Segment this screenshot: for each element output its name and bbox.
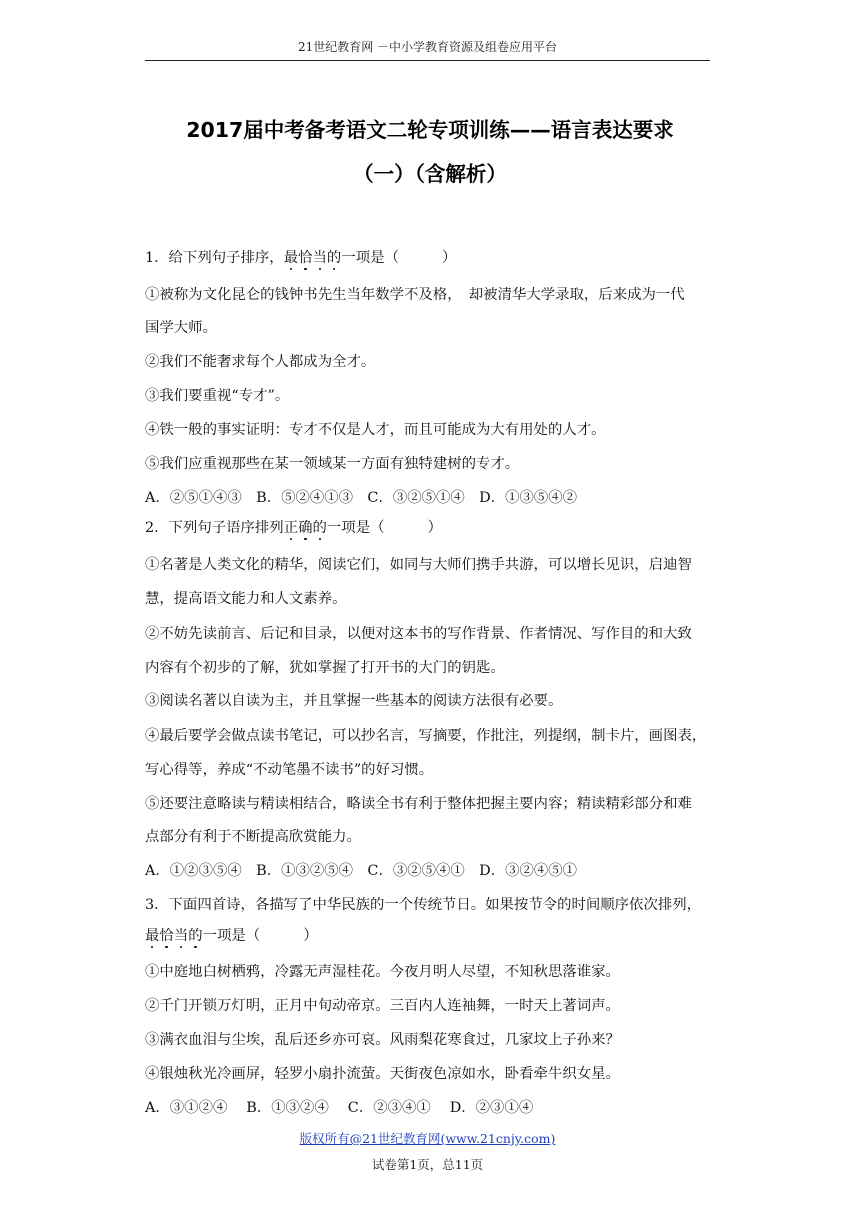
question-2-options: A．①②③⑤④ B．①③②⑤④ C．③②⑤④① D．③②④⑤①	[145, 863, 578, 879]
emphasized-char: 最	[145, 928, 160, 944]
question-2-item: 内容有个初步的了解，犹如掌握了打开书的大门的钥匙。	[145, 660, 505, 676]
emphasized-char: 当	[312, 250, 327, 266]
document-subtitle: （一）（含解析）	[353, 162, 507, 186]
emphasized-char: 的	[326, 250, 342, 266]
question-2-item: 慧，提高语文能力和人文素养。	[145, 591, 347, 607]
question-1-item: ⑤我们应重视那些在某一领域某一方面有独特建树的专才。	[145, 456, 520, 472]
question-2-item: ③阅读名著以自读为主，并且掌握一些基本的阅读方法很有必要。	[145, 693, 563, 709]
emphasized-char: 的	[312, 520, 327, 536]
emphasis-dots	[284, 250, 342, 266]
question-1-stem: 1．给下列句子排序，最恰当的一项是（ ）	[145, 250, 457, 266]
header-site: 21世纪教育网	[297, 40, 374, 54]
emphasized-char: 恰	[159, 928, 174, 944]
question-3-item: ①中庭地白树栖鸦，冷露无声湿桂花。今夜月明人尽望，不知秋思落谁家。	[145, 964, 620, 980]
emphasized-char: 恰	[298, 250, 313, 266]
question-2-item: ②不妨先读前言、后记和目录，以便对这本书的写作背景、作者情况、写作目的和大致	[145, 626, 692, 642]
question-3-item: ②千门开锁万灯明，正月中旬动帝京。三百内人连袖舞，一时天上著词声。	[145, 998, 620, 1014]
question-2-stem: 2．下列句子语序排列正确的一项是（ ）	[145, 520, 443, 536]
question-2-item: ④最后要学会做点读书笔记，可以抄名言，写摘要，作批注，列提纲，制卡片，画图表，	[145, 728, 707, 744]
question-1-options: A．②⑤①④③ B．⑤②④①③ C．③②⑤①④ D．①③⑤④②	[145, 490, 578, 506]
question-3-options: A．③①②④ B．①③②④ C．②③④① D．②③①④	[145, 1100, 534, 1116]
question-1-item: 国学大师。	[145, 320, 217, 336]
document-title: 2017届中考备考语文二轮专项训练——语言表达要求	[186, 118, 674, 142]
header-rule	[145, 60, 710, 61]
question-1-item: ④铁一般的事实证明：专才不仅是人才，而且可能成为大有用处的人才。	[145, 422, 606, 438]
emphasized-char: 正	[283, 520, 299, 536]
question-3-item: ③满衣血泪与尘埃，乱后还乡亦可哀。风雨梨花寒食过，几家坟上子孙来？	[145, 1032, 620, 1048]
page-number: 试卷第1页，总11页	[371, 1157, 484, 1172]
question-2-item: ⑤还要注意略读与精读相结合，略读全书有利于整体把握主要内容；精读精彩部分和难	[145, 796, 692, 812]
header-slogan: －中小学教育资源及组卷应用平台	[373, 40, 558, 54]
question-1-item: ②我们不能奢求每个人都成为全才。	[145, 354, 376, 370]
question-2-item: 点部分有利于不断提高欣赏能力。	[145, 829, 361, 845]
question-3-stem: 3．下面四首诗，各描写了中华民族的一个传统节日。如果按节令的时间顺序依次排列，	[145, 897, 702, 913]
emphasized-char: 确	[298, 520, 313, 536]
emphasized-char: 当	[173, 928, 189, 944]
copyright-link[interactable]: 版权所有@21世纪教育网(www.21cnjy.com)	[299, 1131, 556, 1146]
question-2-item: 写心得等，养成“不动笔墨不读书”的好习惯。	[145, 762, 434, 778]
question-1-item: ①被称为文化昆仑的钱钟书先生当年数学不及格， 却被清华大学录取，后来成为一代	[145, 287, 685, 303]
emphasized-char: 的	[188, 928, 203, 944]
question-2-item: ①名著是人类文化的精华，阅读它们，如同与大师们携手共游，可以增长见识，启迪智	[145, 557, 692, 573]
emphasized-char: 最	[283, 250, 299, 266]
question-3-item: ④银烛秋光冷画屏，轻罗小扇扑流萤。天街夜色凉如水，卧看牵牛织女星。	[145, 1066, 620, 1082]
question-3-stem-cont: 最恰当的一项是（ ）	[145, 928, 318, 944]
emphasis-dots	[145, 928, 203, 944]
emphasis-dots	[284, 520, 327, 536]
page-header	[145, 38, 710, 55]
question-1-item: ③我们要重视“专才”。	[145, 388, 290, 404]
